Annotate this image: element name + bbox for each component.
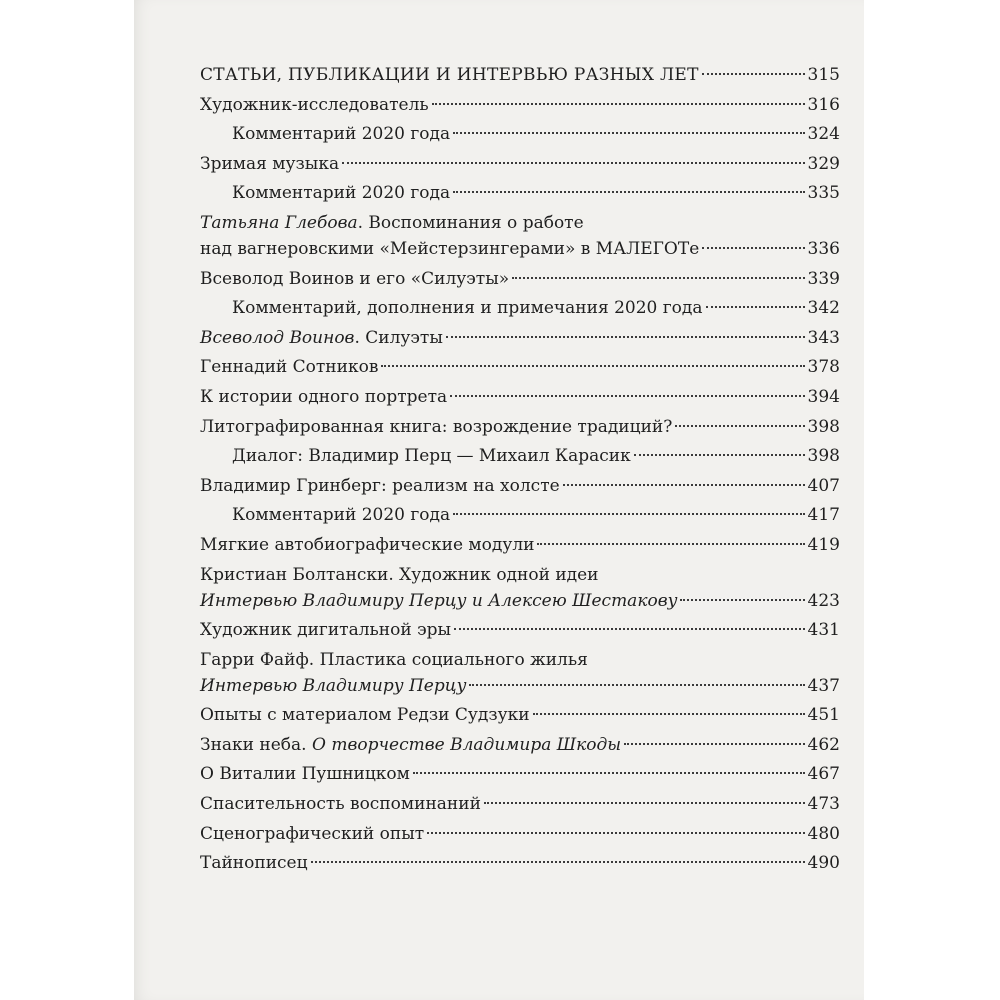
toc-entry-title: Литографированная книга: возрождение традиций? [200, 416, 673, 437]
toc-entry [200, 62, 840, 88]
dot-leader [533, 713, 805, 715]
toc-page-number: 480 [807, 823, 840, 844]
toc-entry-title: Диалог: Владимир Перц — Михаил Карасик [232, 446, 631, 467]
toc-entry-title: Тайнописец [200, 853, 308, 874]
toc-entry-title: К истории одного портрета [200, 386, 448, 407]
toc-entry [200, 850, 840, 876]
toc-entry-subtitle: О творчестве Владимира Шкоды [312, 734, 622, 755]
toc-entry-title: Художник дигитальной эры [200, 620, 451, 641]
toc-page-number: 490 [807, 853, 840, 874]
toc-page-number: 336 [807, 238, 840, 259]
toc-entry [200, 821, 840, 847]
toc-page-number: 417 [807, 505, 840, 526]
dot-leader [702, 73, 805, 75]
dot-leader [537, 543, 804, 545]
dot-leader [512, 277, 804, 279]
toc-entry-title: О Виталии Пушницком [200, 764, 410, 785]
toc-entry [200, 732, 840, 758]
toc-entry-title: Опыты с материалом Редзи Судзуки [200, 705, 530, 726]
toc-page-number: 316 [807, 94, 840, 115]
toc-entry [200, 92, 840, 118]
dot-leader [311, 861, 805, 863]
toc-page-number: 329 [807, 153, 840, 174]
toc-entry-title: Гарри Файф. Пластика социального жилья [200, 649, 588, 670]
toc-entry-subtitle: Интервью Владимиру Перцу и Алексею Шестакову [200, 590, 678, 611]
toc-entry-title: СТАТЬИ, ПУБЛИКАЦИИ И ИНТЕРВЬЮ РАЗНЫХ ЛЕТ [200, 65, 699, 85]
toc-page-number: 394 [807, 386, 840, 407]
toc-page-number: 462 [807, 734, 840, 755]
toc-entry-author: Всеволод Воинов [200, 327, 355, 348]
dot-leader [381, 365, 804, 367]
toc-entry-title: Комментарий, дополнения и примечания 2020 года [232, 298, 703, 319]
toc-page-number: 451 [807, 705, 840, 726]
toc-entry [200, 702, 840, 728]
dot-leader [446, 336, 805, 338]
table-of-contents [200, 62, 840, 876]
toc-entry-title: Спасительность воспоминаний [200, 794, 481, 815]
toc-entry-subtitle: Интервью Владимиру Перцу [200, 675, 467, 696]
dot-leader [453, 132, 804, 134]
toc-subentry [200, 180, 840, 206]
toc-entry-title: . Воспоминания о работе [357, 212, 584, 233]
toc-entry-title: . Силуэты [354, 327, 443, 348]
toc-subentry [200, 502, 840, 528]
dot-leader [454, 628, 805, 630]
dot-leader [624, 743, 804, 745]
toc-entry [200, 354, 840, 380]
toc-entry-title: Кристиан Болтански. Художник одной идеи [200, 564, 599, 585]
dot-leader [413, 772, 805, 774]
toc-entry [200, 266, 840, 292]
toc-entry-title: Геннадий Сотников [200, 357, 379, 378]
dot-leader [427, 832, 804, 834]
toc-entry-title: Сценографический опыт [200, 823, 425, 844]
toc-subentry [200, 443, 840, 469]
toc-entry-title: Комментарий 2020 года [232, 124, 451, 145]
dot-leader [706, 306, 805, 308]
toc-page-number: 398 [807, 446, 840, 467]
dot-leader [484, 802, 805, 804]
toc-entry [200, 473, 840, 499]
dot-leader [453, 191, 804, 193]
toc-entry-title: Комментарий 2020 года [232, 183, 451, 204]
dot-leader [634, 454, 805, 456]
toc-page-number: 335 [807, 183, 840, 204]
toc-entry [200, 151, 840, 177]
toc-entry [200, 532, 840, 558]
toc-entry-title: Комментарий 2020 года [232, 505, 451, 526]
dot-leader [680, 599, 804, 601]
toc-entry [200, 617, 840, 643]
toc-entry-author: Татьяна Глебова [200, 212, 358, 233]
toc-entry-title: Всеволод Воинов и его «Силуэты» [200, 268, 510, 289]
toc-page-number: 467 [807, 764, 840, 785]
toc-entry-title: Художник-исследователь [200, 94, 429, 115]
dot-leader [342, 162, 804, 164]
toc-subentry [200, 121, 840, 147]
toc-page-number: 324 [807, 124, 840, 145]
toc-entry [200, 647, 840, 699]
toc-page-number: 473 [807, 794, 840, 815]
toc-entry [200, 210, 840, 262]
dot-leader [675, 425, 804, 427]
toc-subentry [200, 295, 840, 321]
toc-entry [200, 384, 840, 410]
toc-page-number: 407 [807, 475, 840, 496]
toc-entry-title-continued: над вагнеровскими «Мейстерзингерами» в МАЛЕГОТе [200, 238, 700, 259]
dot-leader [450, 395, 804, 397]
dot-leader [469, 684, 804, 686]
toc-page-number: 315 [807, 65, 840, 85]
toc-page-number: 419 [807, 534, 840, 555]
toc-entry [200, 761, 840, 787]
dot-leader [453, 513, 804, 515]
toc-page-number: 437 [807, 675, 840, 696]
toc-entry [200, 791, 840, 817]
toc-entry [200, 562, 840, 614]
toc-page-number: 398 [807, 416, 840, 437]
toc-page-number: 378 [807, 357, 840, 378]
dot-leader [702, 247, 804, 249]
toc-page-number: 423 [807, 590, 840, 611]
toc-page-number: 343 [807, 327, 840, 348]
toc-entry [200, 325, 840, 351]
dot-leader [432, 103, 805, 105]
toc-page-number: 339 [807, 268, 840, 289]
toc-entry-title: Знаки неба. [200, 734, 312, 755]
toc-entry-title: Зримая музыка [200, 153, 340, 174]
toc-page-number: 342 [807, 298, 840, 319]
toc-page-number: 431 [807, 620, 840, 641]
dot-leader [563, 484, 805, 486]
toc-entry-title: Владимир Гринберг: реализм на холсте [200, 475, 560, 496]
toc-entry [200, 414, 840, 440]
toc-entry-title: Мягкие автобиографические модули [200, 534, 535, 555]
